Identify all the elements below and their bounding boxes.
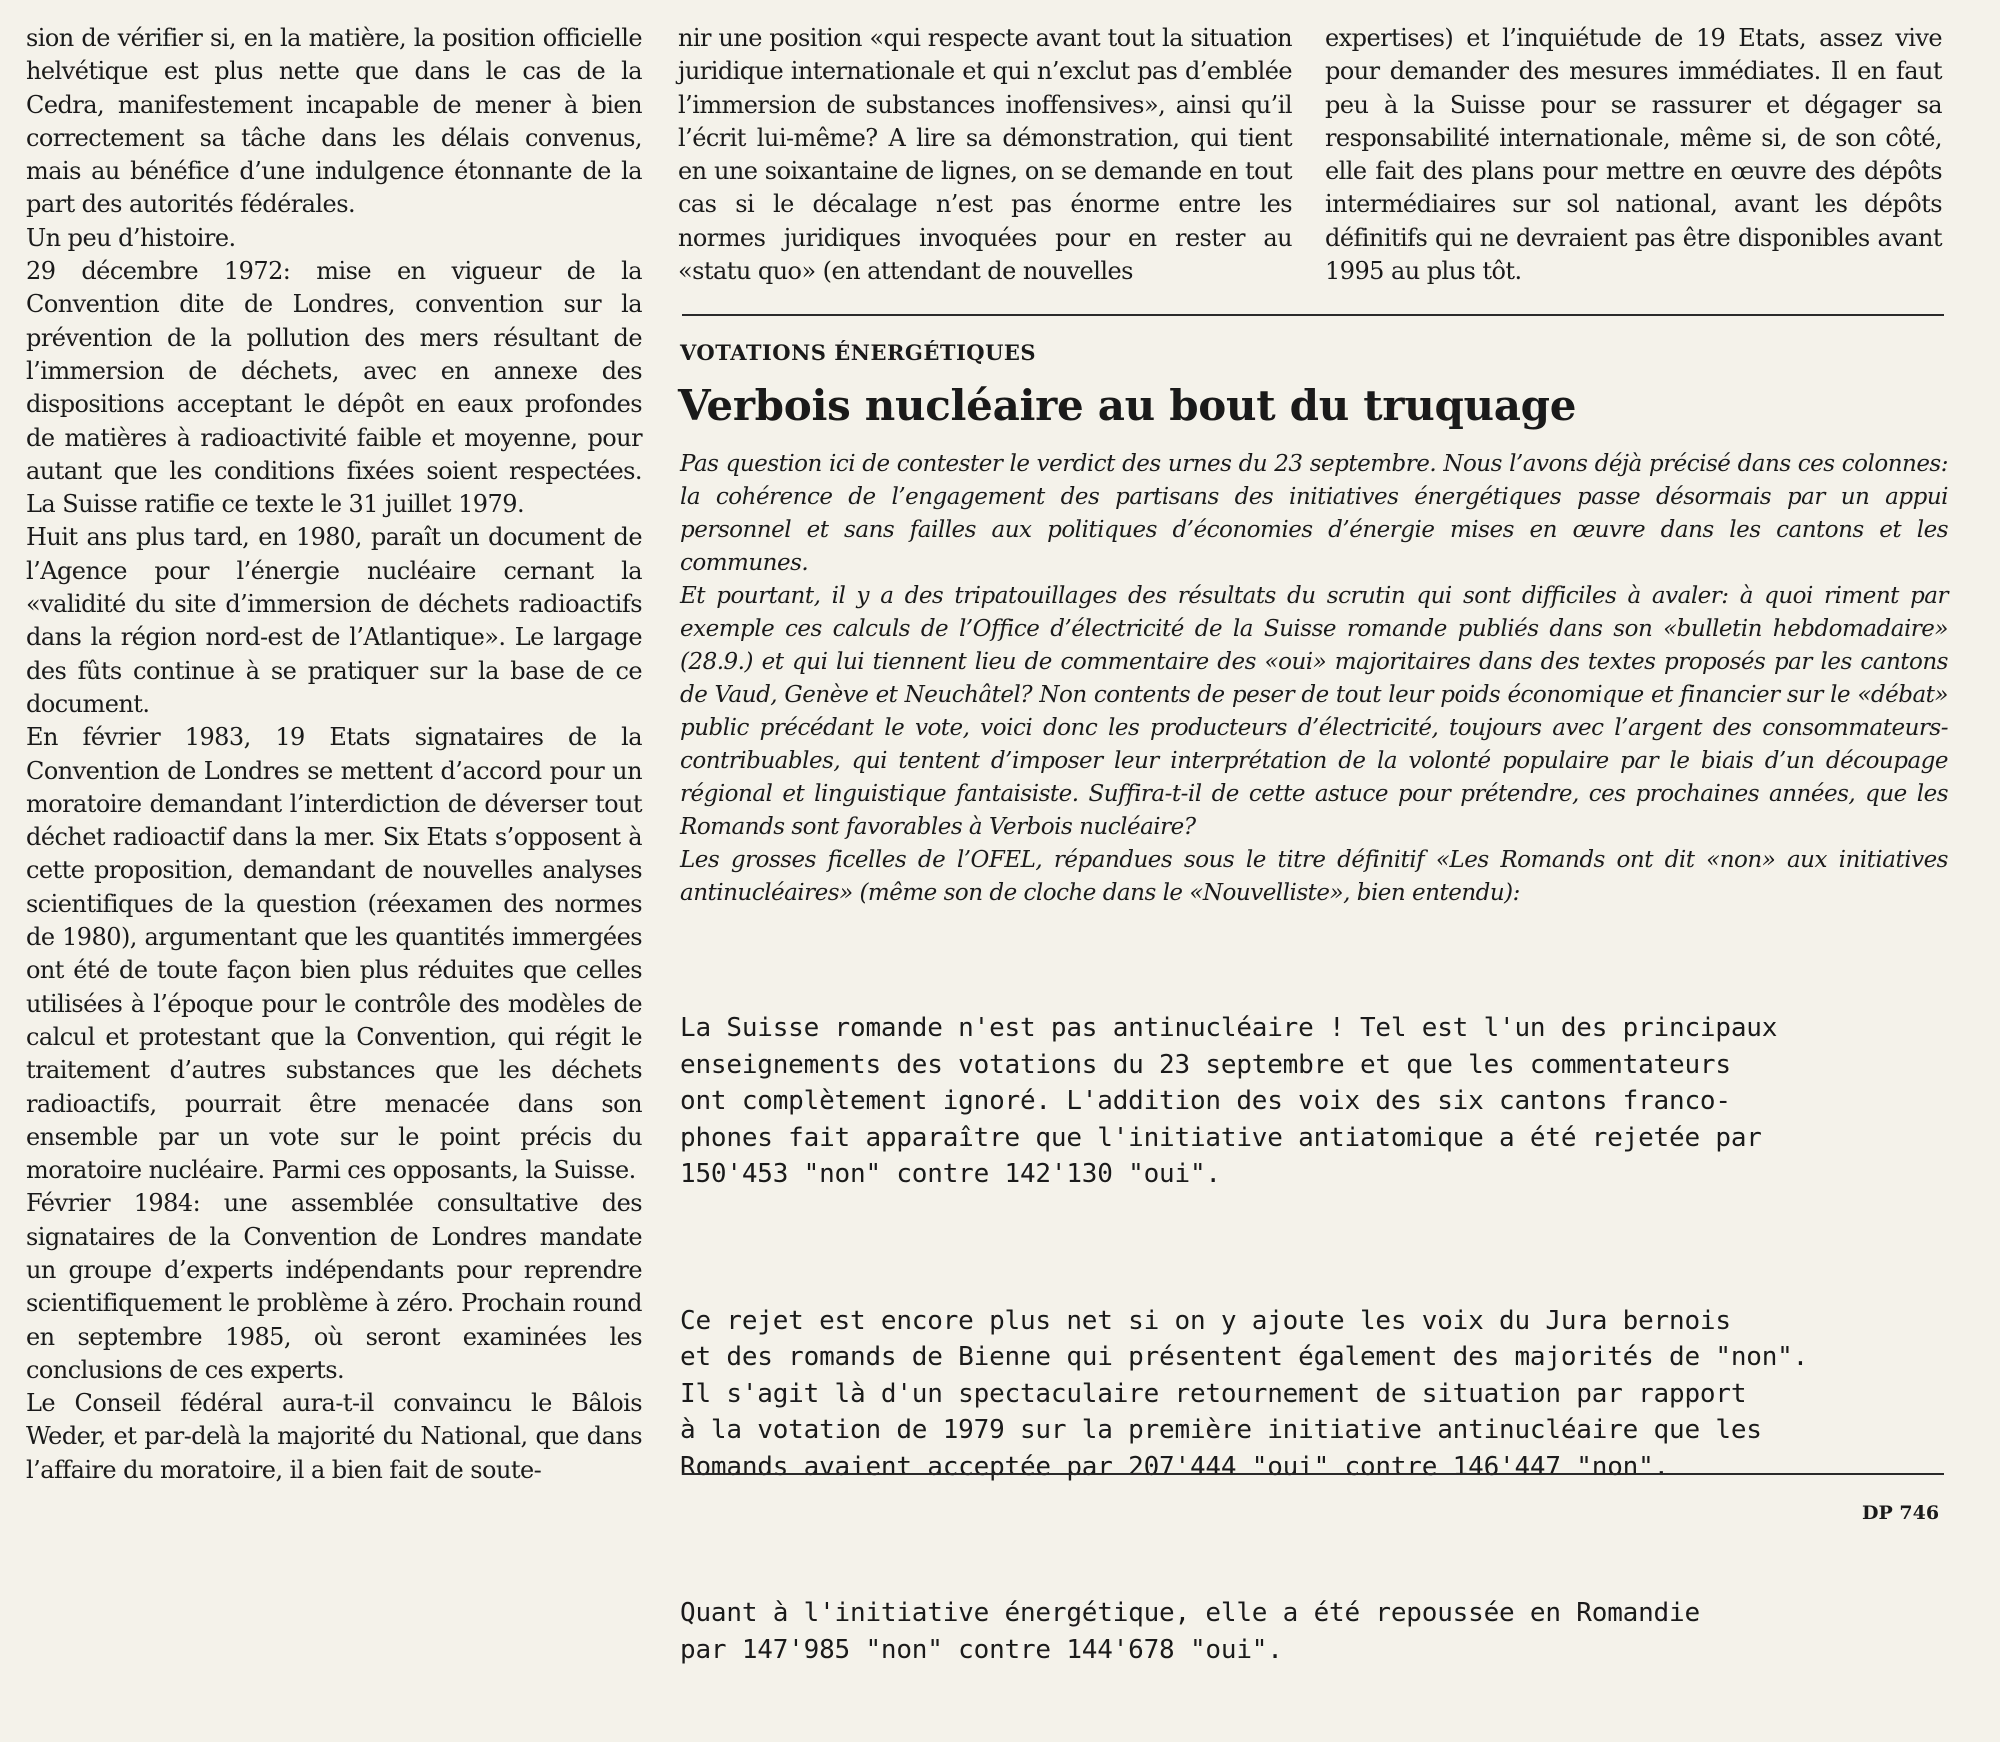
right-paragraph: expertises) et l’inquiétude de 19 Etats, assez vive pour demander des mesures immédiates. Il en faut peu à la Suisse pour se rassurer et dégager sa responsabilité internationale, même si, de son côté, elle fait des plans pour mettre en œuvre des dépôts intermédiaires sur sol national, avant les dépôts définitifs qui ne devraient pas être disponibles avant 1995 au plus tôt. xyxy=(1325,24,1942,286)
article-lead xyxy=(680,448,1948,910)
left-paragraph: Huit ans plus tard, en 1980, paraît un document de l’Agence pour l’énergie nucléaire cernant la «validité du site d’immersion de déchets radioactifs dans la région nord-est de l’Atlantique». Le largage des fûts continue à se pratiquer sur la base de ce document. xyxy=(26,523,642,718)
left-paragraph: sion de vérifier si, en la matière, la position officielle helvétique est plus nette que dans le cas de la Cedra, manifestement incapable de mener à bien correctement sa tâche dans les délais convenus, mais au bénéfice d’une indulgence étonnante de la part des autorités fédérales. xyxy=(26,24,642,219)
left-paragraph: 29 décembre 1972: mise en vigueur de la Convention dite de Londres, convention sur la prévention de la pollution des mers résultant de l’immersion de déchets, avec en annexe des dispositions acceptant le dépôt en eaux profondes de matières à radioactivité faible et moyenne, pour autant que les conditions fixées soient respectées. La Suisse ratifie ce texte le 31 juillet 1979. xyxy=(26,257,642,519)
quote-paragraph: Ce rejet est encore plus net si on y ajoute les voix du Jura bernois et des romands de Bienne qui présentent également des majorités de "non". Il s'agit là d'un spectaculaire retournement de situation par rapport à la votation de 1979 sur la première initiative antinucléaire que les Romands avaient acceptée par 207'444 "oui" contre 146'447 "non". xyxy=(680,1305,1809,1482)
lead-paragraph: Et pourtant, il y a des tripatouillages des résultats du scrutin qui sont difficiles à avaler: à quoi riment par exemple ces calculs de l’Office d’électricité de la Suisse romande publiés dans son «bulletin hebdomadaire» (28.9.) et qui lui tiennent lieu de commentaire des «oui» majoritaires dans des textes proposés par les cantons de Vaud, Genève et Neuchâtel? Non contents de peser de tout leur poids économique et financier sur le «débat» public précédant le vote, voici donc les producteurs d’électricité, toujours avec l’argent des consommateurs-contribuables, qui tentent d’imposer leur interprétation de la volonté populaire par le biais d’un découpage régional et linguistique fantaisiste. Suffira-t-il de cette astuce pour prétendre, ces prochaines années, que les Romands sont favorables à Verbois nucléaire? xyxy=(680,583,1948,840)
lead-paragraph: Pas question ici de contester le verdict des urnes du 23 septembre. Nous l’avons déjà précisé dans ces colonnes: la cohérence de l’engagement des partisans des initiatives énergétiques passe désormais par un appui personnel et sans failles aux politiques d’économies d’énergie mises en œuvre dans les cantons et les communes. xyxy=(680,451,1948,576)
page-reference: DP 746 xyxy=(1862,1502,1940,1524)
middle-paragraph: nir une position «qui respecte avant tout la situation juridique internationale et qui n’exclut pas d’emblée l’immersion de substances inoffensives», ainsi qu’il l’écrit lui-même? A lire sa démonstration, qui tient en une soixantaine de lignes, on se demande en tout cas si le décalage n’est pas énorme entre les normes juridiques invoquées pour en rester au «statu quo» (en attendant de nouvelles xyxy=(678,24,1292,286)
middle-column xyxy=(678,22,1292,288)
quote-paragraph: La Suisse romande n'est pas antinucléaire ! Tel est l'un des principaux enseignements des votations du 23 septembre et que les commentateurs ont complètement ignoré. L'addition des voix des six cantons franco- phones fait apparaître que l'initiative antiatomique a été rejetée par 150'453 "non" contre 142'130 "oui". xyxy=(680,1013,1778,1189)
left-paragraph: Un peu d’histoire. xyxy=(26,223,236,252)
left-paragraph: Février 1984: une assemblée consultative des signataires de la Convention de Londres mandate un groupe d’experts indépendants pour reprendre scientifiquement le problème à zéro. Prochain round en septembre 1985, où seront examinées les conclusions de ces experts. xyxy=(26,1189,642,1384)
left-paragraph: En février 1983, 19 Etats signataires de la Convention de Londres se mettent d’accord pour un moratoire demandant l’interdiction de déverser tout déchet radioactif dans la mer. Six Etats s’opposent à cette proposition, demandant de nouvelles analyses scientifiques de la question (réexamen des normes de 1980), argumentant que les quantités immergées ont été de toute façon bien plus réduites que celles utilisées à l’époque pour le contrôle des modèles de calcul et protestant que la Convention, qui régit le traitement d’autres substances que les déchets radioactifs, pourrait être menacée dans son ensemble par un vote sur le point précis du moratoire nucléaire. Parmi ces opposants, la Suisse. xyxy=(26,723,642,1185)
typewritten-quote xyxy=(680,937,1960,1742)
lead-paragraph: Les grosses ficelles de l’OFEL, répandues sous le titre définitif «Les Romands ont dit «non» aux initiatives antinucléaires» (même son de cloche dans le «Nouvelliste», bien entendu): xyxy=(680,847,1948,906)
bottom-divider xyxy=(682,1473,1944,1475)
left-column xyxy=(26,22,642,1487)
article-headline: Verbois nucléaire au bout du truquage xyxy=(678,381,1577,430)
quote-paragraph: Quant à l'initiative énergétique, elle a été repoussée en Romandie par 147'985 "non" contre 144'678 "oui". xyxy=(680,1598,1700,1665)
left-paragraph: Le Conseil fédéral aura-t-il convaincu le Bâlois Weder, et par-delà la majorité du National, que dans l’affaire du moratoire, il a bien fait de soute- xyxy=(26,1389,642,1484)
section-divider xyxy=(682,314,1944,316)
section-kicker: VOTATIONS ÉNERGÉTIQUES xyxy=(680,340,1037,365)
right-column xyxy=(1325,22,1942,288)
